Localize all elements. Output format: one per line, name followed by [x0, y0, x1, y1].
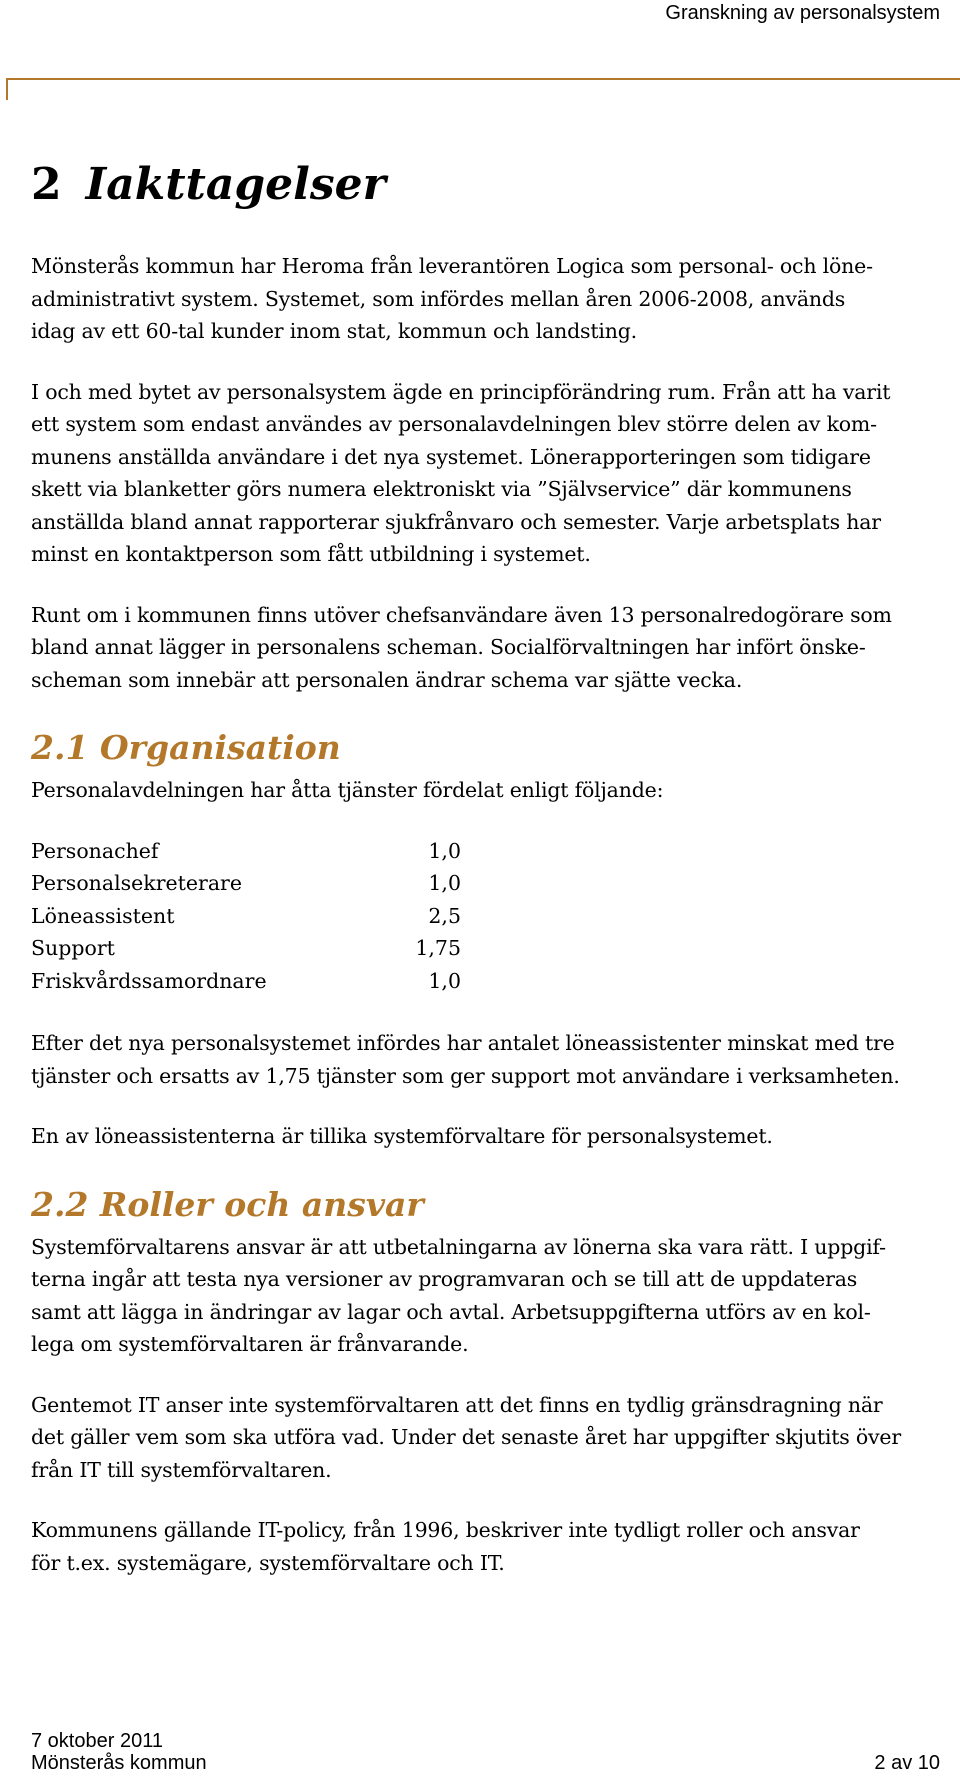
paragraph-line: administrativt system. Systemet, som infördes mellan åren 2006-2008, används — [31, 286, 846, 311]
header-rule — [6, 78, 960, 80]
footer-organization: Mönsterås kommun — [31, 1752, 207, 1774]
staff-fte: 2,5 — [428, 903, 461, 928]
staff-row — [31, 900, 461, 933]
staff-fte: 1,0 — [428, 871, 461, 895]
paragraph-line: scheman som innebär att personalen ändrar schema var sjätte vecka. — [31, 667, 743, 692]
paragraph-line: tjänster och ersatts av 1,75 tjänster som ger support mot användare i verksamheten. — [31, 1063, 900, 1088]
footer-page-number: 2 av 10 — [874, 1752, 940, 1774]
staff-row — [31, 867, 461, 900]
staff-fte: 1,75 — [415, 936, 461, 960]
paragraph — [31, 1514, 960, 1579]
paragraph-line: Efter det nya personalsystemet infördes har antalet löneassistenter minskat med tre — [31, 1031, 895, 1055]
paragraph-line: I och med bytet av personalsystem ägde en principförändring rum. Från att ha varit — [31, 379, 891, 404]
paragraph — [31, 376, 960, 571]
roles-body — [31, 1231, 960, 1580]
staff-row — [31, 835, 461, 868]
running-header: Granskning av personalsystem — [665, 2, 940, 24]
staff-role: Löneassistent — [31, 903, 175, 928]
paragraph-line: ett system som endast användes av personalavdelningen blev större delen av kom- — [31, 412, 877, 436]
staff-fte: 1,0 — [428, 838, 461, 863]
staff-row — [31, 965, 461, 998]
paragraph — [31, 1120, 960, 1153]
section-body — [31, 250, 960, 696]
staff-role: Personachef — [31, 838, 159, 863]
paragraph — [31, 1389, 960, 1487]
organisation-intro: Personalavdelningen har åtta tjänster fördelat enligt följande: — [31, 778, 664, 802]
staff-row — [31, 932, 461, 965]
paragraph-line: från IT till systemförvaltaren. — [31, 1457, 332, 1482]
page-content — [31, 150, 960, 1607]
paragraph — [31, 1231, 960, 1361]
staff-role: Support — [31, 936, 115, 960]
paragraph-line: Mönsterås kommun har Heroma från leverantören Logica som personal- och löne- — [31, 254, 873, 278]
footer-date: 7 oktober 2011 — [31, 1730, 163, 1752]
paragraph-line: anställda bland annat rapporterar sjukfrånvaro och semester. Varje arbetsplats har — [31, 509, 881, 534]
paragraph-line: Gentemot IT anser inte systemförvaltaren att det finns en tydlig gränsdragning när — [31, 1392, 883, 1417]
section-title: Iakttagelser — [85, 159, 386, 210]
paragraph-line: lega om systemförvaltaren är frånvarande. — [31, 1332, 469, 1356]
paragraph-line: samt att lägga in ändringar av lagar och avtal. Arbetsuppgifterna utförs av en kol- — [31, 1299, 871, 1324]
paragraph-line: Runt om i kommunen finns utöver chefsanvändare även 13 personalredogörare som — [31, 602, 892, 627]
header-corner-mark — [6, 78, 8, 100]
paragraph — [31, 599, 960, 697]
paragraph-line: idag av ett 60-tal kunder inom stat, kommun och landsting. — [31, 319, 638, 343]
organisation-body — [31, 1027, 960, 1153]
section-number: 2 — [31, 159, 62, 210]
staff-table — [31, 835, 461, 998]
section-heading — [31, 150, 960, 220]
paragraph — [31, 1027, 960, 1092]
paragraph-line: Kommunens gällande IT-policy, från 1996, beskriver inte tydligt roller och ansvar — [31, 1518, 860, 1542]
staff-fte: 1,0 — [428, 968, 461, 993]
paragraph-line: det gäller vem som ska utföra vad. Under det senaste året har uppgifter skjutits över — [31, 1425, 901, 1449]
paragraph — [31, 250, 960, 348]
paragraph-line: skett via blanketter görs numera elektroniskt via ”Självservice” där kommunens — [31, 477, 852, 501]
paragraph-line: för t.ex. systemägare, systemförvaltare och IT. — [31, 1550, 505, 1575]
organisation-heading: 2.1 Organisation — [31, 728, 341, 767]
paragraph-line: minst en kontaktperson som fått utbildning i systemet. — [31, 542, 591, 566]
staff-role: Friskvårdssamordnare — [31, 968, 267, 993]
paragraph-line: terna ingår att testa nya versioner av programvaran och se till att de uppdateras — [31, 1267, 858, 1291]
paragraph-line: bland annat lägger in personalens scheman. Socialförvaltningen har infört önske- — [31, 635, 866, 659]
paragraph-line: En av löneassistenterna är tillika systemförvaltare för personalsystemet. — [31, 1124, 773, 1148]
paragraph-line: Systemförvaltarens ansvar är att utbetalningarna av lönerna ska vara rätt. I uppgif- — [31, 1234, 886, 1259]
roles-heading: 2.2 Roller och ansvar — [31, 1184, 424, 1224]
staff-role: Personalsekreterare — [31, 871, 242, 895]
paragraph-line: munens anställda användare i det nya systemet. Lönerapporteringen som tidigare — [31, 444, 871, 469]
